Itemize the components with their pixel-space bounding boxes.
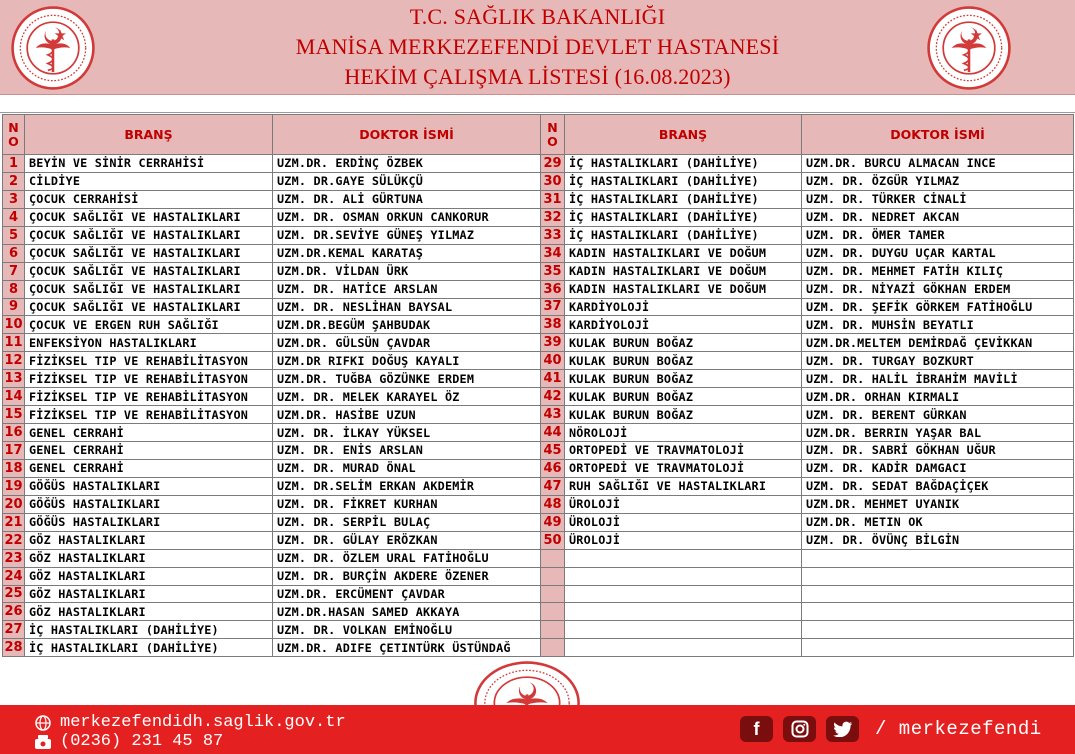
cell-brans2: İÇ HASTALIKLARI (DAHİLİYE) xyxy=(565,190,802,208)
social-handle: / merkezefendi xyxy=(875,718,1042,740)
cell-brans2: KULAK BURUN BOĞAZ xyxy=(565,388,802,406)
cell-no: 7 xyxy=(3,262,25,280)
cell-doktor: UZM. DR. ALİ GÜRTUNA xyxy=(273,190,541,208)
cell-brans2: KADIN HASTALIKLARI VE DOĞUM xyxy=(565,280,802,298)
cell-doktor: UZM.DR. ERDİNÇ ÖZBEK xyxy=(273,155,541,173)
table-row xyxy=(3,513,1074,531)
cell-brans: ÇOCUK VE ERGEN RUH SAĞLIĞI xyxy=(25,316,273,334)
table-row xyxy=(3,531,1074,549)
cell-doktor2: UZM.DR. BERRIN YAŞAR BAL xyxy=(802,424,1074,442)
cell-no2: 37 xyxy=(541,298,565,316)
cell-doktor: UZM. DR. VOLKAN EMİNOĞLU xyxy=(273,621,541,639)
cell-no2: 34 xyxy=(541,244,565,262)
cell-doktor: UZM. DR. ENİS ARSLAN xyxy=(273,442,541,460)
table-header-row xyxy=(3,115,1074,155)
cell-doktor2: UZM. DR. MUHSİN BEYATLI xyxy=(802,316,1074,334)
doctor-schedule-table xyxy=(2,114,1074,657)
column-header-doktor: DOKTOR İSMİ xyxy=(273,115,541,155)
cell-no2: 32 xyxy=(541,208,565,226)
cell-no: 15 xyxy=(4,407,23,423)
cell-no2: 35 xyxy=(541,262,565,280)
cell-doktor2: UZM. DR. TÜRKER CİNALİ xyxy=(802,190,1074,208)
cell-brans: GÖĞÜS HASTALIKLARI xyxy=(25,513,273,531)
cell-brans: GÖZ HASTALIKLARI xyxy=(25,603,273,621)
cell-doktor2: UZM. DR. KADİR DAMGACI xyxy=(802,459,1074,477)
table-row xyxy=(3,639,1074,657)
cell-no: 6 xyxy=(3,244,25,262)
cell-no2 xyxy=(541,639,565,657)
table-row xyxy=(3,424,1074,442)
table-row xyxy=(3,459,1074,477)
cell-brans: GÖZ HASTALIKLARI xyxy=(25,585,273,603)
cell-no2: 39 xyxy=(541,334,565,352)
cell-brans2: KULAK BURUN BOĞAZ xyxy=(565,352,802,370)
cell-brans: ÇOCUK SAĞLIĞI VE HASTALIKLARI xyxy=(25,226,273,244)
cell-no2: 30 xyxy=(541,172,565,190)
cell-no2: 31 xyxy=(541,190,565,208)
table-row xyxy=(3,244,1074,262)
table-row xyxy=(3,388,1074,406)
cell-brans: GENEL CERRAHİ xyxy=(25,424,273,442)
cell-no2: 44 xyxy=(541,424,565,442)
table-row xyxy=(3,208,1074,226)
cell-brans2 xyxy=(565,549,802,567)
cell-doktor: UZM. DR. MELEK KARAYEL ÖZ xyxy=(273,388,541,406)
cell-doktor: UZM. DR. BURÇİN AKDERE ÖZENER xyxy=(273,567,541,585)
cell-brans: GÖĞÜS HASTALIKLARI xyxy=(25,477,273,495)
cell-doktor: UZM. DR. MURAD ÖNAL xyxy=(273,459,541,477)
cell-brans: FİZİKSEL TIP VE REHABİLİTASYON xyxy=(25,406,273,424)
footer-contact xyxy=(34,713,346,751)
cell-brans2: KULAK BURUN BOĞAZ xyxy=(565,406,802,424)
cell-brans2: KADIN HASTALIKLARI VE DOĞUM xyxy=(565,262,802,280)
table-row xyxy=(3,370,1074,388)
cell-no2 xyxy=(541,621,565,639)
hospital-title: MANİSA MERKEZEFENDİ DEVLET HASTANESİ xyxy=(295,34,780,59)
cell-doktor: UZM. DR. SERPİL BULAÇ xyxy=(273,513,541,531)
cell-doktor2: UZM. DR. ÖVÜNÇ BİLGİN xyxy=(802,531,1074,549)
cell-brans2: ORTOPEDİ VE TRAVMATOLOJİ xyxy=(565,459,802,477)
cell-no: 12 xyxy=(4,353,23,369)
table-row xyxy=(3,585,1074,603)
table-row xyxy=(3,155,1074,173)
cell-no2: 41 xyxy=(541,370,565,388)
cell-no2: 48 xyxy=(541,495,565,513)
cell-no: 4 xyxy=(3,208,25,226)
cell-brans: BEYİN VE SİNİR CERRAHİSİ xyxy=(25,155,273,173)
cell-no2: 33 xyxy=(541,226,565,244)
cell-doktor2: UZM.DR. MEHMET UYANIK xyxy=(802,495,1074,513)
cell-doktor2 xyxy=(802,603,1074,621)
cell-doktor: UZM. DR. HATİCE ARSLAN xyxy=(273,280,541,298)
cell-no: 24 xyxy=(4,568,23,584)
cell-no2 xyxy=(541,603,565,621)
cell-doktor2: UZM.DR.MELTEM DEMİRDAĞ ÇEVİKKAN xyxy=(802,334,1074,352)
cell-doktor: UZM. DR.GAYE SÜLÜKÇÜ xyxy=(273,172,541,190)
cell-brans2: ÜROLOJİ xyxy=(565,495,802,513)
cell-no: 18 xyxy=(4,460,23,476)
cell-no: 10 xyxy=(4,317,23,333)
cell-doktor: UZM. DR. GÜLAY ERÖZKAN xyxy=(273,531,541,549)
cell-brans: ÇOCUK SAĞLIĞI VE HASTALIKLARI xyxy=(25,208,273,226)
cell-no: 5 xyxy=(3,226,25,244)
website-link[interactable]: merkezefendidh.saglik.gov.tr xyxy=(60,713,346,732)
cell-brans: FİZİKSEL TIP VE REHABİLİTASYON xyxy=(25,352,273,370)
cell-brans2: KADIN HASTALIKLARI VE DOĞUM xyxy=(565,244,802,262)
cell-no2: 38 xyxy=(541,316,565,334)
cell-doktor2: UZM.DR. METIN OK xyxy=(802,513,1074,531)
cell-doktor2: UZM.DR. ORHAN KIRMALI xyxy=(802,388,1074,406)
cell-no2: 47 xyxy=(541,477,565,495)
twitter-icon[interactable] xyxy=(826,716,859,742)
table-row xyxy=(3,352,1074,370)
cell-brans: ÇOCUK SAĞLIĞI VE HASTALIKLARI xyxy=(25,244,273,262)
cell-doktor2: UZM. DR. NİYAZİ GÖKHAN ERDEM xyxy=(802,280,1074,298)
cell-no2 xyxy=(541,585,565,603)
facebook-icon[interactable]: f xyxy=(740,716,773,742)
cell-brans2: KULAK BURUN BOĞAZ xyxy=(565,334,802,352)
cell-no2 xyxy=(541,567,565,585)
cell-no2 xyxy=(541,549,565,567)
table-row xyxy=(3,316,1074,334)
cell-no: 2 xyxy=(3,172,25,190)
cell-brans2: KARDİYOLOJİ xyxy=(565,316,802,334)
cell-doktor2: UZM. DR. SABRİ GÖKHAN UĞUR xyxy=(802,442,1074,460)
cell-brans2 xyxy=(565,567,802,585)
cell-doktor2: UZM. DR. ŞEFİK GÖRKEM FATİHOĞLU xyxy=(802,298,1074,316)
cell-no2: 40 xyxy=(541,352,565,370)
cell-brans: ÇOCUK SAĞLIĞI VE HASTALIKLARI xyxy=(25,262,273,280)
column-header-doktor-2: DOKTOR İSMİ xyxy=(802,115,1074,155)
cell-doktor: UZM. DR. OSMAN ORKUN CANKORUR xyxy=(273,208,541,226)
cell-no: 28 xyxy=(4,640,23,656)
cell-brans: ÇOCUK CERRAHİSİ xyxy=(25,190,273,208)
cell-brans: CİLDİYE xyxy=(25,172,273,190)
instagram-icon[interactable] xyxy=(783,716,816,742)
cell-brans2 xyxy=(565,621,802,639)
column-header-no-label: N O xyxy=(547,119,558,149)
cell-doktor: UZM.DR.HASAN SAMED AKKAYA xyxy=(273,603,541,621)
cell-brans2: ORTOPEDİ VE TRAVMATOLOJİ xyxy=(565,442,802,460)
cell-brans: GÖĞÜS HASTALIKLARI xyxy=(25,495,273,513)
cell-brans: ÇOCUK SAĞLIĞI VE HASTALIKLARI xyxy=(25,298,273,316)
cell-brans: FİZİKSEL TIP VE REHABİLİTASYON xyxy=(25,388,273,406)
table-row xyxy=(3,226,1074,244)
cell-doktor: UZM. DR. NESLİHAN BAYSAL xyxy=(273,298,541,316)
cell-doktor2: UZM. DR. DUYGU UÇAR KARTAL xyxy=(802,244,1074,262)
cell-no: 13 xyxy=(4,371,23,387)
cell-no: 8 xyxy=(3,280,25,298)
cell-doktor2 xyxy=(802,585,1074,603)
cell-doktor2 xyxy=(802,621,1074,639)
cell-no: 27 xyxy=(4,622,23,638)
cell-brans2 xyxy=(565,639,802,657)
table-row xyxy=(3,495,1074,513)
cell-brans: ÇOCUK SAĞLIĞI VE HASTALIKLARI xyxy=(25,280,273,298)
cell-doktor: UZM. DR.SELİM ERKAN AKDEMİR xyxy=(273,477,541,495)
cell-doktor: UZM.DR. GÜLSÜN ÇAVDAR xyxy=(273,334,541,352)
cell-no: 17 xyxy=(4,442,23,458)
cell-brans: GENEL CERRAHİ xyxy=(25,459,273,477)
cell-brans2: RUH SAĞLIĞI VE HASTALIKLARI xyxy=(565,477,802,495)
table-row xyxy=(3,621,1074,639)
cell-brans2: İÇ HASTALIKLARI (DAHİLİYE) xyxy=(565,226,802,244)
table-row xyxy=(3,280,1074,298)
cell-brans: GENEL CERRAHİ xyxy=(25,442,273,460)
cell-no2: 42 xyxy=(541,388,565,406)
cell-brans2: KULAK BURUN BOĞAZ xyxy=(565,370,802,388)
cell-brans: GÖZ HASTALIKLARI xyxy=(25,567,273,585)
cell-doktor2: UZM. DR. TURGAY BOZKURT xyxy=(802,352,1074,370)
cell-no2: 43 xyxy=(541,406,565,424)
cell-brans2 xyxy=(565,585,802,603)
cell-no2: 36 xyxy=(541,280,565,298)
cell-no: 21 xyxy=(4,514,23,530)
cell-doktor: UZM. DR. ÖZLEM URAL FATİHOĞLU xyxy=(273,549,541,567)
ministry-title: T.C. SAĞLIK BAKANLIĞI xyxy=(409,4,666,29)
cell-no: 19 xyxy=(4,478,23,494)
cell-no2: 45 xyxy=(541,442,565,460)
cell-doktor: UZM. DR. İLKAY YÜKSEL xyxy=(273,424,541,442)
cell-brans: İÇ HASTALIKLARI (DAHİLİYE) xyxy=(25,621,273,639)
cell-doktor2: UZM. DR. ÖMER TAMER xyxy=(802,226,1074,244)
table-row xyxy=(3,262,1074,280)
table-row xyxy=(3,172,1074,190)
cell-no2: 46 xyxy=(541,459,565,477)
cell-no: 22 xyxy=(4,532,23,548)
cell-no: 23 xyxy=(4,550,23,566)
cell-doktor2 xyxy=(802,567,1074,585)
column-header-brans: BRANŞ xyxy=(25,115,273,155)
cell-no: 25 xyxy=(4,586,23,602)
cell-brans: FİZİKSEL TIP VE REHABİLİTASYON xyxy=(25,370,273,388)
social-links xyxy=(740,716,1042,742)
cell-no: 14 xyxy=(4,389,23,405)
cell-brans2: KARDİYOLOJİ xyxy=(565,298,802,316)
cell-doktor2: UZM. DR. ÖZGÜR YILMAZ xyxy=(802,172,1074,190)
cell-no2: 29 xyxy=(541,155,565,173)
cell-no2: 49 xyxy=(541,513,565,531)
phone-icon xyxy=(34,733,52,751)
cell-doktor2: UZM. DR. SEDAT BAĞDAÇİÇEK xyxy=(802,477,1074,495)
cell-doktor2 xyxy=(802,639,1074,657)
cell-doktor: UZM.DR. TUĞBA GÖZÜNKE ERDEM xyxy=(273,370,541,388)
table-row xyxy=(3,603,1074,621)
list-title: HEKİM ÇALIŞMA LİSTESİ (16.08.2023) xyxy=(344,64,731,89)
cell-doktor2: UZM. DR. NEDRET AKCAN xyxy=(802,208,1074,226)
cell-no: 20 xyxy=(4,496,23,512)
table-row xyxy=(3,477,1074,495)
cell-doktor: UZM.DR. ERCÜMENT ÇAVDAR xyxy=(273,585,541,603)
cell-doktor2: UZM. DR. BERENT GÜRKAN xyxy=(802,406,1074,424)
table-row xyxy=(3,442,1074,460)
column-header-no-label: N O xyxy=(8,119,19,149)
cell-no: 3 xyxy=(3,190,25,208)
table-row xyxy=(3,298,1074,316)
cell-doktor: UZM.DR. HASİBE UZUN xyxy=(273,406,541,424)
cell-brans: İÇ HASTALIKLARI (DAHİLİYE) xyxy=(25,639,273,657)
cell-doktor: UZM.DR. ADIFE ÇETINTÜRK ÜSTÜNDAĞ xyxy=(273,639,541,657)
cell-doktor: UZM. DR. FİKRET KURHAN xyxy=(273,495,541,513)
cell-doktor2 xyxy=(802,549,1074,567)
cell-doktor: UZM.DR. VİLDAN ÜRK xyxy=(273,262,541,280)
table-row xyxy=(3,549,1074,567)
cell-no2: 50 xyxy=(541,531,565,549)
cell-brans: GÖZ HASTALIKLARI xyxy=(25,549,273,567)
cell-brans2: İÇ HASTALIKLARI (DAHİLİYE) xyxy=(565,155,802,173)
globe-icon xyxy=(34,714,52,732)
cell-doktor2: UZM. DR. MEHMET FATİH KILIÇ xyxy=(802,262,1074,280)
cell-doktor: UZM. DR.SEVİYE GÜNEŞ YILMAZ xyxy=(273,226,541,244)
table-row xyxy=(3,406,1074,424)
table-row xyxy=(3,334,1074,352)
cell-brans2: İÇ HASTALIKLARI (DAHİLİYE) xyxy=(565,208,802,226)
cell-brans2: ÜROLOJİ xyxy=(565,531,802,549)
cell-brans: ENFEKSİYON HASTALIKLARI xyxy=(25,334,273,352)
column-header-no xyxy=(3,115,25,155)
cell-brans2: İÇ HASTALIKLARI (DAHİLİYE) xyxy=(565,172,802,190)
column-header-brans-2: BRANŞ xyxy=(565,115,802,155)
table-row xyxy=(3,567,1074,585)
cell-no: 9 xyxy=(3,298,25,316)
cell-no: 26 xyxy=(4,604,23,620)
cell-no: 11 xyxy=(4,335,23,351)
cell-no: 1 xyxy=(3,155,25,173)
table-row xyxy=(3,190,1074,208)
cell-brans2: NÖROLOJİ xyxy=(565,424,802,442)
cell-doktor2: UZM. DR. HALİL İBRAHİM MAVİLİ xyxy=(802,370,1074,388)
cell-brans2 xyxy=(565,603,802,621)
cell-doktor: UZM.DR RIFKI DOĞUŞ KAYALI xyxy=(273,352,541,370)
cell-brans: GÖZ HASTALIKLARI xyxy=(25,531,273,549)
cell-brans2: ÜROLOJİ xyxy=(565,513,802,531)
cell-doktor: UZM.DR.BEGÜM ŞAHBUDAK xyxy=(273,316,541,334)
document-header xyxy=(0,0,1075,95)
header-separator xyxy=(0,95,1075,113)
cell-doktor2: UZM.DR. BURCU ALMACAN INCE xyxy=(802,155,1074,173)
column-header-no-2 xyxy=(541,115,565,155)
cell-doktor: UZM.DR.KEMAL KARATAŞ xyxy=(273,244,541,262)
phone-number: (0236) 231 45 87 xyxy=(60,732,224,751)
cell-no: 16 xyxy=(4,425,23,441)
